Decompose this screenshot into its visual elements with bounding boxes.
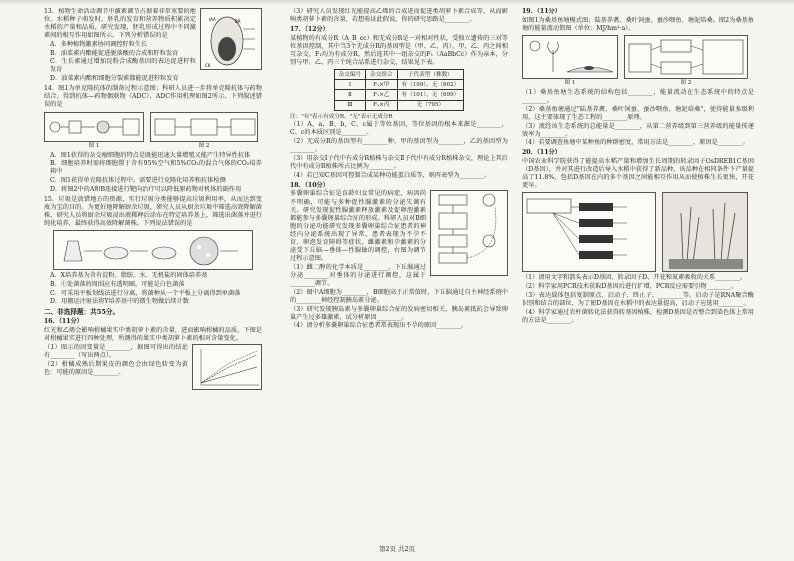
q13-stem: 13．植物生命活动调节中激素调节占据着非常重要的地位。水稻种子萌发时，胚乳的发育和营养物质积累决定水稻的产量和品质，研究发现，胚乳形成过程中不同激素间的相互作用如图所示。下列分析错误的是 [44,8,196,40]
q17-th-2: 杂交组合 [366,70,397,80]
section-2-heading: 二、非选择题：共55分。 [44,308,120,317]
q19-figure-2 [624,35,748,87]
table-cell: Ⅱ [334,90,365,100]
question-16 [44,318,262,376]
q20-sub-4: （4）科学家通过农杆菌转化法获得转基因植株，检测D基因是否整合到染色体上常用的方法是________。 [522,308,754,324]
energy-flow-figure [624,35,748,79]
q18-sub-3: （3）研究发现胰岛素与多囊卵巢综合征的发病密切相关，胰岛素抵抗会导致卵巢产生过多雄激素，试分析原因________。 [290,305,508,321]
q19-sub-1: （1）桑基鱼塘生态系统的结构包括________，能量流动在生态系统中的特点是________。 [522,88,754,105]
q14-option-a: A．图1获得的杂交瘤细胞的特点是既能迅速大量增殖又能产生特异性抗体 [50,151,251,159]
table-row [334,100,464,110]
q20-sub-1: （1）请用文字和箭头表示D基因、转录因子D、开花和氮素吸收的关系________。 [522,274,747,282]
q15-option-b: B．①处菌落的周围应有透明圈，可能是白色菌落 [50,280,185,288]
hormone-diagram-svg [201,9,262,71]
q13-option-a: A．多种植物激素协同调控籽粒生长 [50,40,148,48]
table-row [334,80,464,90]
antibody-process-svg [45,113,145,143]
table-cell: 有（101），无（699） [397,90,464,100]
table-cell: F₁×乙 [366,90,397,100]
table-cell: Ⅰ [334,80,365,90]
q14-figure-1 [44,112,144,150]
q16-stem: 16．（11分） [44,318,83,326]
q15-option-c: C．可采用平板划线法进行分离，将菌种从一个平板上分离得到单菌落 [50,289,241,297]
q17-th-1: 杂交编号 [334,70,365,80]
question-18 [290,182,508,331]
q19-fig1-caption: 图 1 [564,79,576,86]
table-cell: F₁×甲 [366,80,397,90]
column-left [44,8,262,536]
q17-sub-3: （3）用杂交Ⅰ子代中有成分R植株与杂交Ⅱ子代中有成分R植株杂交，理论上其后代中有成分R植株所占比例为________。 [290,154,508,170]
q17-sub-1: （1）A、a，B、b，C、c属于等位基因，等位基因的根本来源是________，C、c的本质区别是________。 [290,121,508,137]
question-17 [290,26,508,180]
antibody-process-figure [44,112,144,142]
mulberry-fishpond-figure [522,35,618,79]
svg-text:BR: BR [235,19,241,24]
scan-edge [0,0,794,6]
q17-sub-2: （2）无成分R的基因型有________种，甲的基因型为________，乙的基因型为________。 [290,138,508,154]
q19-sub-3: （3）流经该生态系统的总能量是________，从第二营养级到第三营养级的能量传递效率为________。 [522,122,754,138]
q14-figures [44,112,262,150]
culture-process-figure [53,230,253,270]
q19-stem: 19．（11分） [522,8,561,15]
mulberry-fishpond-svg [523,36,619,80]
question-14 [44,85,262,194]
rice-photo-svg [663,193,749,273]
energy-flow-svg [625,36,749,80]
q17-stem: 17．（12分） [290,26,329,34]
page-footer: 第2页 共2页 [379,545,415,553]
q14-fig2-caption: 图 2 [198,142,210,149]
carotenoid-chart [192,344,262,390]
question-15 [44,196,262,307]
q18-sub-4: （4）请分析多囊卵巢综合征患者常表现出不孕的原因________。 [290,322,468,330]
q20-sub-3: （3）表达载体包括复制原点、启动子、终止子、________等。启动子是RNA聚合酶识别和结合的部位，为了使D基因在水稻中的表达量提高，启动子应选用________。 [522,291,754,307]
table-cell: 无（795） [397,100,464,110]
hormone-axis-svg [431,191,508,277]
q18-stem: 18．（10分） [290,181,329,189]
q19-fig2-caption: 图 2 [680,79,692,86]
q20-figures [522,192,754,272]
q16-sub-2: （2）柑橘成熟后期果皮的颜色会由绿色转变为黄色：可能的原因是________。 [44,360,188,376]
q16-sub-3: （3）研究人员发现红光能提高乙烯的合成进而促进类胡萝卜素合成等，从而影响类胡萝卜素的含量，若想验证此假说，你的研究思路是________。 [290,8,508,24]
q15-option-a: A．X培养基为含有淀粉、脂肪、水、无机盐的固体培养基 [50,272,208,280]
question-19 [522,8,754,147]
q15-stem: 15．垃圾是放错地方的资源，实行垃圾分类能够提高垃圾利用率，从而达到变废为宝的目的。为更好地降解厨余垃圾，研究人员从厨余垃圾中筛选高效降解菌株，研究人员将厨余垃圾浸出液稀释后涂布在特定培养基上，筛选出菌落并进行纯化培养，最终获得高效降解菌株。下列说法错误的是 [44,195,262,228]
question-20 [522,149,754,324]
hormone-axis-diagram [430,190,508,276]
q19-body: 如图1为桑基鱼塘模式图；陆基养禽、桑叶饲蚕、蚕沙喂鱼、塘泥培桑。图2为桑基鱼塘的能量流动简图（单位：MJ/hm²·a）。 [522,16,754,32]
q17-table-header [334,70,464,80]
table-cell: F₁×丙 [366,100,397,110]
q18-body: 多囊卵巢综合征是育龄妇女常见的病症，病因尚不明确，可能与多种促性腺激素的分泌失调有关。研究发现促性腺激素释放激素及促卵泡激素都能参与多囊卵巢综合征的形成。科研人员对B细胞的分泌功能研究发现多囊卵巢综合征患者的神经内分泌系统出现了异常，患者表现为不孕不育、卵泡发育障碍等症状。雌激素和孕激素的分泌受下丘脑—垂体—性腺轴的调控，右图为调节过程示意图。 [290,190,426,263]
gene-network-svg [523,193,657,273]
q18-sub-2: （2）图中A细胞为________，B细胞高于正常值时，下丘脑通过自主神经系统中的________神经控制胰岛素分泌。 [290,288,508,304]
q14-option-c: C．图1获得单克隆抗体过程中，需要进行克隆化培养和抗体检测 [50,177,226,185]
table-cell: 有（199），无（602） [397,80,464,90]
q17-th-3: 子代表型（株数） [397,70,464,80]
adc-mechanism-svg [151,113,259,143]
q19-sub-4: （4）若要调查鱼塘中某种鱼的种群密度，常用方法是________，原因是________。 [522,139,749,147]
q14-fig1-caption: 图 1 [88,142,100,149]
column-right [522,8,754,536]
q17-table-note: 注："有"表示有成分R，"无"表示无成分R [290,113,393,120]
column-middle [290,8,508,536]
svg-text:CK: CK [205,63,211,68]
question-13 [44,8,262,83]
table-cell: Ⅲ [334,100,365,110]
q16-body: 红光和乙烯会影响柑橘果实中类胡萝卜素的含量，进而影响柑橘的品质。下图是对柑橘果实进行四种处理，所测得的果实中类胡萝卜素的相对含量变化。 [44,327,262,343]
culture-process-svg [54,231,254,271]
q14-figure-2 [150,112,258,150]
q17-body: 某植物的有成分R（A_B_cc）和无成分R是一对相对性状，受独立遗传的三对等位基因控制，其中当3个无成分R的基因型是（甲、乙、丙），甲、乙、丙之间相互杂交，F₁均为有成分R。然后选其中一组杂交的F₁（AaBbCc）作为亲本，分别与甲、乙、丙三个纯合品系进行杂交，结果见下表。 [290,34,508,67]
gene-network-figure [522,192,656,272]
table-row [334,90,464,100]
q18-sub-1: （1）雌二醇的化学本质是________，下丘脑通过分泌________对垂体的分泌进行调控，这属于________调节。 [290,263,426,288]
q13-option-d: D．油菜素内酯和细胞分裂素都能促进籽粒发育 [50,75,179,83]
q13-option-b: B．油菜素内酯能促进脱落酸的合成和籽粒发育 [50,49,179,57]
q19-figures [522,35,754,87]
q20-sub-2: （2）科学家用PCR技术获取D基因后进行扩增，PCR反应需要引物________。 [522,283,738,291]
q20-stem: 20．（11分） [522,149,561,157]
q14-option-b: B．细胞培养时需将细胞置于含有95%空气和5%CO₂的混合气体的CO₂培养箱中 [50,160,262,176]
q19-figure-1 [522,35,618,87]
adc-mechanism-figure [150,112,258,142]
q15-option-d: D．用搬运注射法将Y培养基中的微生物做后续计数 [50,298,189,306]
q17-table [334,69,465,110]
q14-stem: 14．图1为单克隆抗体的制备过程示意图；科研人员进一步将单克隆抗体与药物结合，得到抗体—药物偶联物（ADC），ADC作用机理如图2所示。下列叙述错误的是 [44,85,262,109]
q19-sub-2: （2）桑基鱼塘通过"陆基养禽、桑叶饲蚕、蚕沙喂鱼、塘泥培桑"，使得能量多级利用，这主要体现了生态工程的________原理。 [522,105,754,121]
carotenoid-chart-svg [193,345,262,391]
q16-sub-1: （1）图示的因变量是________，据图可得出的结论有________（写出两点）。 [44,343,188,360]
hormone-diagram [200,8,262,70]
q17-sub-4: （4）若已知C基因可控制合成某种功能蛋白质等，则丙表型为________。 [290,171,491,179]
q14-option-d: D．将图2中的A和B连接进行靶向治疗可以降低原药物对机体的副作用 [50,185,242,193]
rice-photo [662,192,748,272]
svg-text:IAA: IAA [209,17,216,22]
q20-body: 中国农业科学院获得了能提高水稻产量和增加生长周期的转录因子OsDREB1C基因（D基因），并对其进行改造后导入水稻中获得了新品种，该品种在相同条件下产量提高了11.8%，包括D基因在内的多个基因之间能相互作用从而使植株生长更快，开花更早。 [522,158,754,190]
q13-option-c: C．生长素通过增加淀粉合成酶基因的表达促进籽粒发育 [50,58,196,74]
